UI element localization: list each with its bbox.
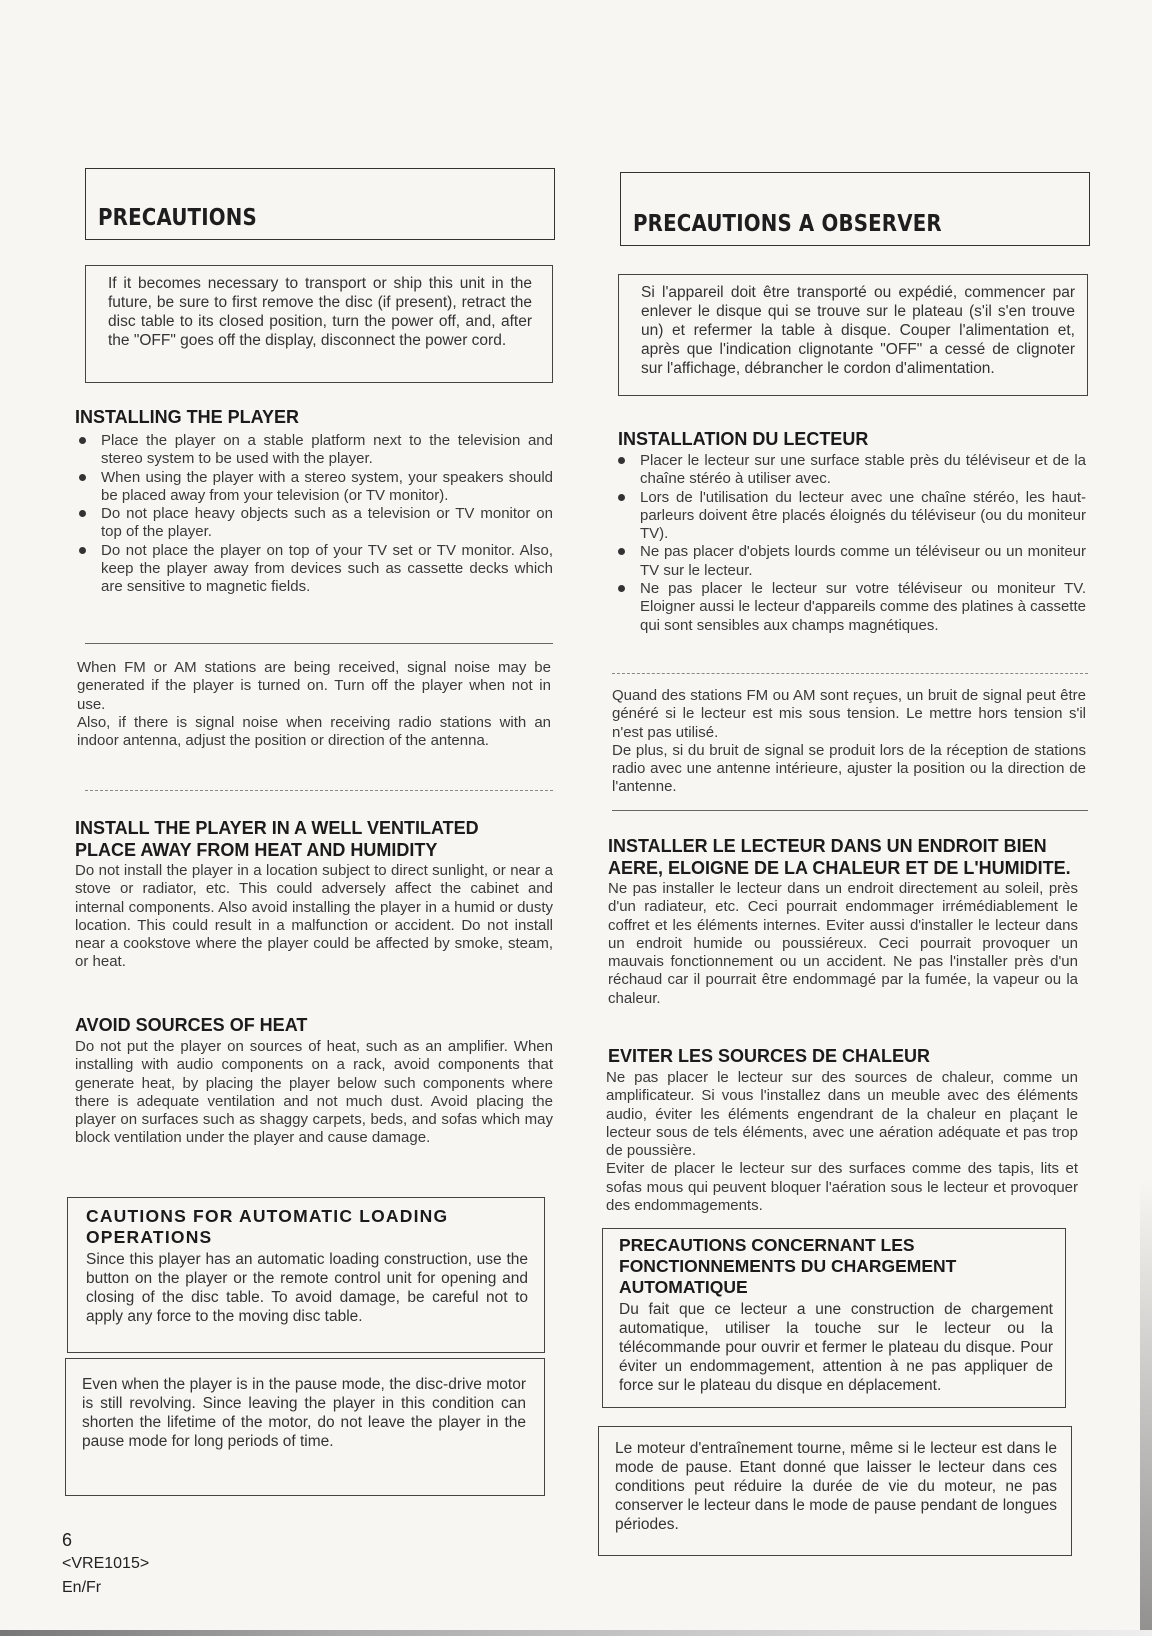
section-title-box xyxy=(85,168,555,240)
radio-note xyxy=(612,687,1086,797)
heat-heading: EVITER LES SOURCES DE CHALEUR xyxy=(608,1046,931,1066)
bullet-icon xyxy=(618,494,625,501)
page-title: PRECAUTIONS xyxy=(98,205,257,231)
pause-note-box xyxy=(598,1426,1072,1556)
transport-notice-box xyxy=(85,265,553,383)
installing-heading: INSTALLING THE PLAYER xyxy=(75,407,300,427)
cautions-text: Since this player has an automatic loading construction, use the button on the player or the remote control unit for opening and closing of the disc table. To avoid damage, be careful not to apply any force to the moving disc table. xyxy=(86,1251,528,1325)
cautions-box xyxy=(602,1228,1066,1408)
installing-list xyxy=(614,452,1086,635)
list-item: Ne pas placer d'objets lourds comme un téléviseur ou un moniteur TV sur le lecteur. xyxy=(614,543,1086,580)
language-code: En/Fr xyxy=(62,1579,102,1596)
transport-notice-text: If it becomes necessary to transport or ship this unit in the future, be sure to first remove the disc (if present), retract the disc table to its closed position, turn the power off, and, after the "OFF" goes off the display, disconnect the power cord. xyxy=(108,275,532,349)
cautions-heading: PRECAUTIONS CONCERNANT LES FONCTIONNEMENTS DU CHARGEMENT AUTOMATIQUE xyxy=(619,1235,957,1297)
bullet-icon xyxy=(79,547,86,554)
bullet-icon xyxy=(79,510,86,517)
installing-list xyxy=(75,432,553,597)
ventilated-heading: INSTALL THE PLAYER IN A WELL VENTILATED PLACE AWAY FROM HEAT AND HUMIDITY xyxy=(75,818,479,860)
radio-note-para1: When FM or AM stations are being received, signal noise may be generated if the player is turned on. Turn off the player when not in use. xyxy=(77,659,551,713)
heat-heading: AVOID SOURCES OF HEAT xyxy=(75,1015,308,1035)
radio-note-para2: De plus, si du bruit de signal se produit lors de la réception de stations radio avec une antenne intérieure, ajuster la position ou la direction de l'antenne. xyxy=(612,741,1086,796)
cautions-heading: CAUTIONS FOR AUTOMATIC LOADING OPERATIONS xyxy=(86,1206,449,1247)
cautions-text: Du fait que ce lecteur a une construction de chargement automatique, utiliser la touche sur le lecteur ou la télécommande pour ouvrir et fermer le plateau du disque. Pour éviter un endommagement, attention à ne pas appliquer de force sur le plateau du disque en déplacement. xyxy=(619,1301,1053,1394)
ventilated-heading: INSTALLER LE LECTEUR DANS UN ENDROIT BIEN AERE, ELOIGNE DE LA CHALEUR ET DE L'HUMIDITE. xyxy=(608,836,1071,878)
divider xyxy=(85,643,553,644)
divider xyxy=(612,810,1088,811)
list-item: Do not place the player on top of your TV set or TV monitor. Also, keep the player away from devices such as cassette decks which are sensitive to magnetic fields. xyxy=(75,542,553,597)
bullet-icon xyxy=(618,585,625,592)
cautions-box xyxy=(67,1197,545,1353)
installing-heading: INSTALLATION DU LECTEUR xyxy=(618,429,869,449)
radio-note xyxy=(77,659,551,750)
scan-bottom-shadow xyxy=(0,1630,1152,1636)
model-code: <VRE1015> xyxy=(62,1555,150,1572)
transport-notice-text: Si l'appareil doit être transporté ou expédié, commencer par enlever le disque qui se trouve sur le plateau (s'il s'en trouve un) et refermer la table à disque. Couper l'alimentation et, après que l'indication clignotante "OFF" a cessé de clignoter sur l'affichage, débrancher le cordon d'alimentation. xyxy=(641,284,1075,377)
bullet-icon xyxy=(618,457,625,464)
divider xyxy=(612,673,1088,674)
radio-note-para2: Also, if there is signal noise when receiving radio stations with an indoor antenna, adjust the position or direction of the antenna. xyxy=(77,713,551,750)
list-item: Lors de l'utilisation du lecteur avec une chaîne stéréo, les haut-parleurs doivent être placés éloignés du téléviseur (ou du moniteur TV). xyxy=(614,489,1086,544)
heat-text: Do not put the player on sources of heat, such as an amplifier. When installing with audio components on a rack, avoid components that generate heat, by placing the player below such components where there is adequate ventilation and not much dust. Avoid placing the player on surfaces such as shaggy carpets, beds, and sofas which may block ventilation under the player and cause damage. xyxy=(75,1038,553,1147)
divider xyxy=(85,790,553,791)
section-title-box xyxy=(620,172,1090,246)
transport-notice-box xyxy=(618,274,1088,396)
pause-note-text: Even when the player is in the pause mode, the disc-drive motor is still revolving. Since leaving the player in this condition can shorten the lifetime of the motor, do not leave the player in the pause mode for long periods of time. xyxy=(82,1376,526,1450)
pause-note-text: Le moteur d'entraînement tourne, même si le lecteur est dans le mode de pause. Etant donné que laisser le lecteur dans ces conditions peut réduire la durée de vie du moteur, ne pas conserver le lecteur dans le mode de pause pendant de longues périodes. xyxy=(615,1440,1057,1533)
list-item: Placer le lecteur sur une surface stable près du téléviseur et de la chaîne stéréo à utiliser avec. xyxy=(614,452,1086,489)
page-footer xyxy=(62,1528,149,1600)
heat-text: Ne pas placer le lecteur sur des sources de chaleur, comme un amplificateur. Si vous l'installez dans un meuble avec des éléments audio, éviter les éléments engendrant de la chaleur en plaçant le lecteur sous de tels éléments, avec une aération adéquate et pas trop de poussière. Eviter de placer le lecteur sur des surfaces comme des tapis, lits et sofas mous qui peuvent bloquer l'aération sous le lecteur et provoquer des endommagements. xyxy=(606,1069,1078,1215)
bullet-icon xyxy=(79,437,86,444)
bullet-icon xyxy=(79,474,86,481)
bullet-icon xyxy=(618,548,625,555)
scan-edge-shadow xyxy=(1140,1180,1152,1636)
list-item: When using the player with a stereo system, your speakers should be placed away from your television (or TV monitor). xyxy=(75,469,553,506)
pause-note-box xyxy=(65,1358,545,1496)
page-number: 6 xyxy=(62,1530,73,1550)
ventilated-text: Do not install the player in a location subject to direct sunlight, or near a stove or radiator, etc. This could adversely affect the cabinet and internal components. Also avoid installing the player in a humid or dusty location. This could result in a malfunction or accident. Do not install near a cookstove where the player could be affected by smoke, steam, or heat. xyxy=(75,862,553,971)
list-item: Place the player on a stable platform next to the television and stereo system to be used with the player. xyxy=(75,432,553,469)
list-item: Ne pas placer le lecteur sur votre téléviseur ou moniteur TV. Eloigner aussi le lecteur d'appareils comme des platines à cassette qui sont sensibles aux champs magnétiques. xyxy=(614,580,1086,635)
ventilated-text: Ne pas installer le lecteur dans un endroit directement au soleil, près d'un radiateur, etc. Ceci pourrait endommager irrémédiablement le coffret et les éléments internes. Eviter aussi d'installer le lecteur dans un endroit humide ou poussiéreux. Ceci pourrait provoquer un mauvais fonctionnement ou un accident. Ne pas l'installer près d'un réchaud car il pourrait être endommagé par la fumée, la vapeur ou la chaleur. xyxy=(608,880,1078,1007)
list-item: Do not place heavy objects such as a television or TV monitor on top of the player. xyxy=(75,505,553,542)
radio-note-para1: Quand des stations FM ou AM sont reçues, un bruit de signal peut être généré si le lecteur est mis sous tension. Le mettre hors tension s'il n'est pas utilisé. xyxy=(612,687,1086,741)
page-title-fr: PRECAUTIONS A OBSERVER xyxy=(633,211,942,237)
